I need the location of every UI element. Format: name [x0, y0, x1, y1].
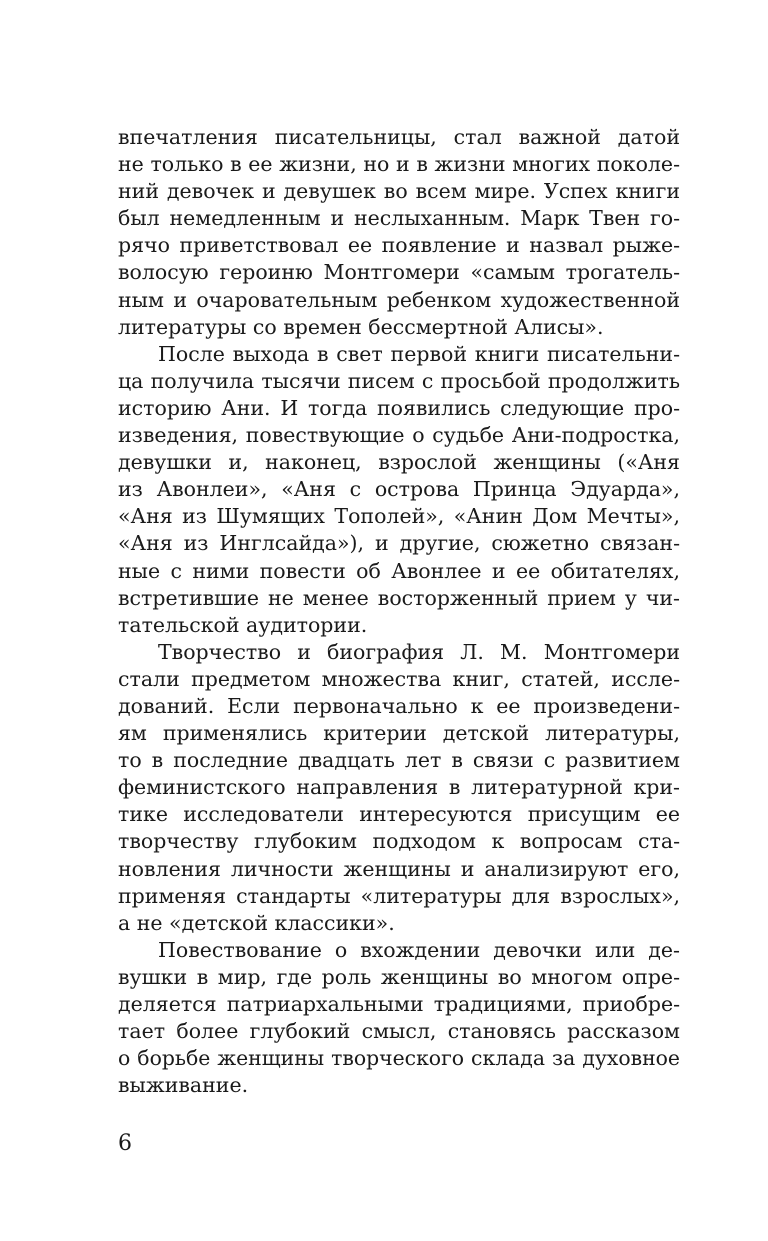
text-line: тательской аудитории.	[118, 612, 368, 637]
paragraph	[118, 341, 680, 639]
text-line: феминистского направления в литературной кри-	[118, 775, 680, 800]
text-line: изведения, повествующие о судьбе Ани-подростка,	[118, 423, 680, 448]
page-number: 6	[118, 1131, 132, 1156]
text-line: волосую героиню Монтгомери «самым трогатель-	[118, 260, 680, 285]
paragraph	[118, 937, 680, 1100]
text-line: применяя стандарты «литературы для взрослых»,	[118, 883, 680, 908]
text-line: литературы со времен бессмертной Алисы».	[118, 314, 604, 339]
text-line: рячо приветствовал ее появление и назвал рыже-	[118, 233, 680, 258]
text-line: ца получила тысячи писем с просьбой продолжить	[118, 368, 680, 393]
paragraph	[118, 639, 680, 937]
text-line: о борьбе женщины творческого склада за духовное	[118, 1046, 680, 1071]
text-line: встретившие не менее восторженный прием у чи-	[118, 585, 680, 610]
text-line: вушки в мир, где роль женщины во многом опре-	[118, 964, 680, 989]
text-line: новления личности женщины и анализируют его,	[118, 856, 680, 881]
text-line: не только в ее жизни, но и в жизни многих поколе-	[118, 152, 680, 177]
text-line: выживание.	[118, 1073, 249, 1098]
text-line: ний девочек и девушек во всем мире. Успех книги	[118, 179, 680, 204]
text-line: тике исследователи интересуются присущим ее	[118, 802, 680, 827]
text-line: Повествование о вхождении девочки или де-	[158, 937, 680, 962]
text-line: историю Ани. И тогда появились следующие про-	[118, 395, 680, 420]
text-line: впечатления писательницы, стал важной датой	[118, 125, 680, 149]
text-line: ям применялись критерии детской литературы,	[118, 721, 680, 746]
paragraph	[118, 124, 680, 341]
text-line: то в последние двадцать лет в связи с развитием	[118, 748, 680, 773]
text-line: девушки и, наконец, взрослой женщины («Аня	[118, 450, 680, 475]
text-line: дований. Если первоначально к ее произведени-	[118, 693, 680, 718]
text-line: творчеству глубоким подходом к вопросам ста-	[118, 829, 680, 854]
text-line: ным и очаровательным ребенком художественной	[118, 287, 680, 312]
text-line: из Авонлеи», «Аня с острова Принца Эдуарда»,	[118, 477, 680, 502]
text-line: Творчество и биография Л. М. Монтгомери	[158, 639, 680, 664]
text-line: «Аня из Шумящих Тополей», «Анин Дом Мечты»,	[118, 504, 680, 529]
text-line: тает более глубокий смысл, становясь рассказом	[118, 1019, 680, 1044]
text-line: а не «детской классики».	[118, 910, 395, 935]
text-line: «Аня из Инглсайда»), и другие, сюжетно связан-	[118, 531, 680, 556]
text-line: После выхода в свет первой книги писательни-	[158, 341, 680, 366]
text-line: стали предметом множества книг, статей, иссле-	[118, 666, 680, 691]
body-text	[118, 124, 680, 1099]
text-line: ные с ними повести об Авонлее и ее обитателях,	[118, 558, 680, 583]
text-line: деляется патриархальными традициями, приобре-	[118, 992, 680, 1016]
text-line: был немедленным и неслыханным. Марк Твен го-	[118, 206, 680, 231]
